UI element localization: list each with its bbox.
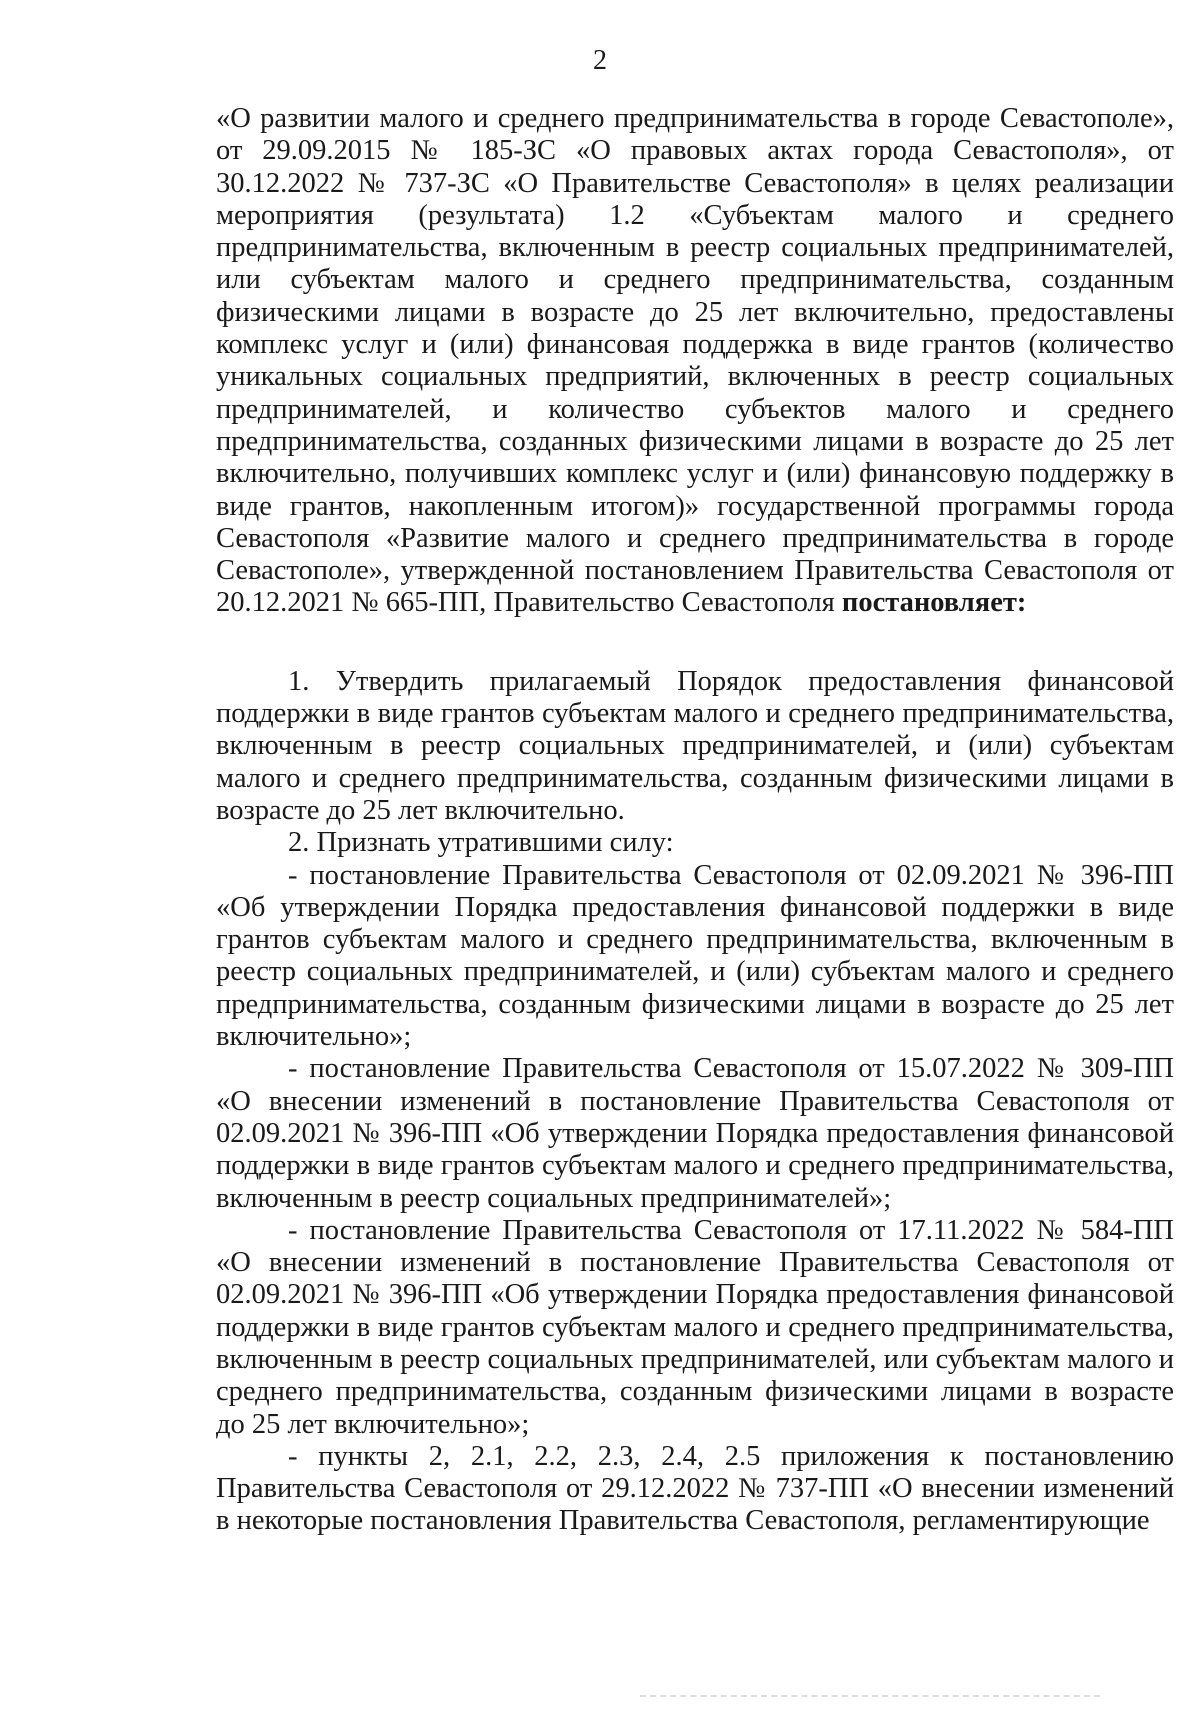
document-body — [216, 103, 1174, 1538]
preamble-text: «О развитии малого и среднего предпринимательства в городе Севастополе», от 29.09.2015 № 185-ЗС «О правовых актах города Севастополя», от 30.12.2022 № 737-ЗС «О Правительстве Севастополя» в целях реализации мероприятия (результата) 1.2 «Субъектам малого и среднего предпринимательства, включенным в реестр социальных предпринимателей, или субъектам малого и среднего предпринимательства, созданным физическими лицами в возрасте до 25 лет включительно, предоставлены комплекс услуг и (или) финансовая поддержка в виде грантов (количество уникальных социальных предприятий, включенных в реестр социальных предпринимателей, и количество субъектов малого и среднего предпринимательства, созданных физическими лицами в возрасте до 25 лет включительно, получивших комплекс услуг и (или) финансовую поддержку в виде грантов, накопленным итогом)» государственной программы города Севастополя «Развитие малого и среднего предпринимательства в городе Севастополе», утвержденной постановлением Правительства Севастополя от 20.12.2021 № 665-ПП, Правительство Севастополя — [216, 103, 1174, 619]
page-number: 2 — [593, 45, 607, 76]
paragraph-item-2: 2. Признать утратившими силу: — [288, 827, 674, 859]
preamble-decree-word: постановляет: — [841, 587, 1027, 619]
paragraph-repealed-4: - пункты 2, 2.1, 2.2, 2.3, 2.4, 2.5 приложения к постановлению Правительства Севастополя от 29.12.2022 № 737-ПП «О внесении изменений в некоторые постановления Правительства Севастополя, регламентирующие — [216, 1440, 1174, 1537]
paragraph-repealed-3: - постановление Правительства Севастополя от 17.11.2022 № 584-ПП «О внесении изменений в постановление Правительства Севастополя от 02.09.2021 № 396-ПП «Об утверждении Порядка предоставления финансовой поддержки в виде грантов субъектам малого и среднего предпринимательства, включенным в реестр социальных предпринимателей, или субъектам малого и среднего предпринимательства, созданным физическими лицами в возрасте до 25 лет включительно»; — [216, 1214, 1174, 1440]
paragraph-preamble — [216, 103, 1174, 620]
paragraph-repealed-2: - постановление Правительства Севастополя от 15.07.2022 № 309-ПП «О внесении изменений в постановление Правительства Севастополя от 02.09.2021 № 396-ПП «Об утверждении Порядка предоставления финансовой поддержки в виде грантов субъектам малого и среднего предпринимательства, включенным в реестр социальных предпринимателей»; — [216, 1053, 1174, 1214]
scan-artifact — [640, 1695, 1100, 1703]
paragraph-repealed-1: - постановление Правительства Севастополя от 02.09.2021 № 396-ПП «Об утверждении Порядка предоставления финансовой поддержки в виде грантов субъектам малого и среднего предпринимательства, включенным в реестр социальных предпринимателей, и (или) субъектам малого и среднего предпринимательства, созданным физическими лицами в возрасте до 25 лет включительно»; — [216, 859, 1174, 1053]
paragraph-item-1: 1. Утвердить прилагаемый Порядок предоставления финансовой поддержки в виде грантов субъектам малого и среднего предпринимательства, включенным в реестр социальных предпринимателей, и (или) субъектам малого и среднего предпринимательства, созданным физическими лицами в возрасте до 25 лет включительно. — [216, 665, 1174, 826]
